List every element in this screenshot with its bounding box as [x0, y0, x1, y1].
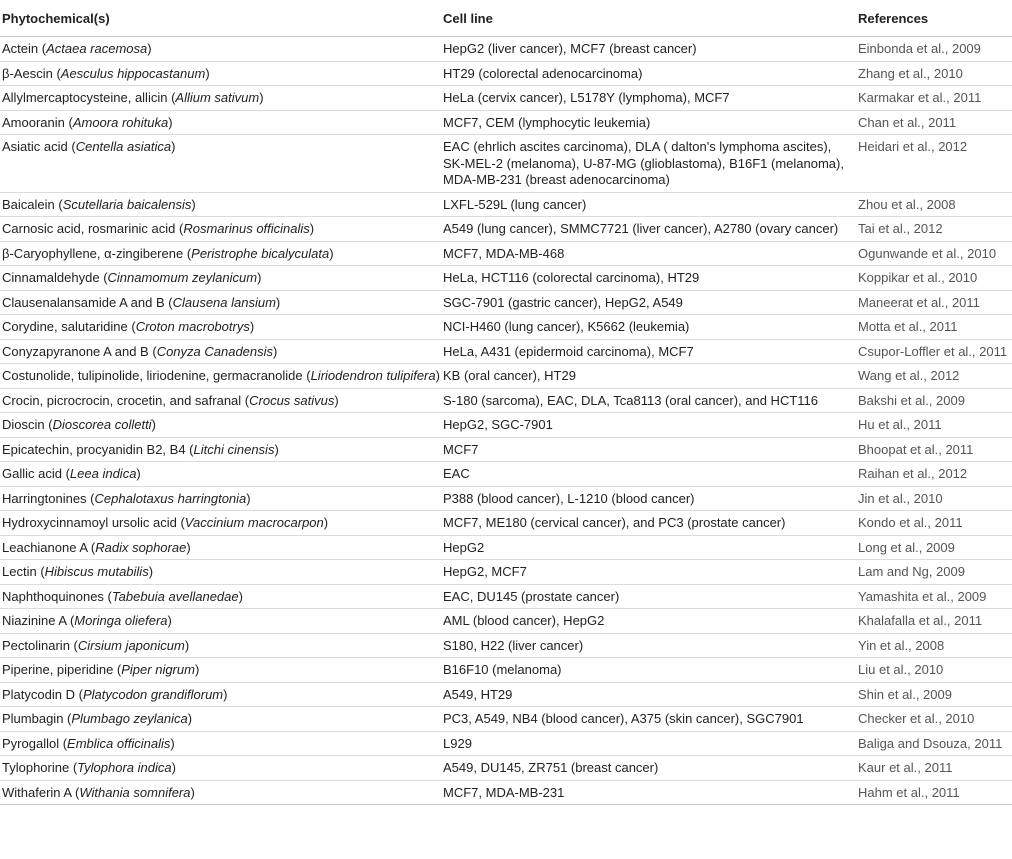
cell-line-cell: EAC (ehrlich ascites carcinoma), DLA ( dalton's lymphoma ascites), SK-MEL-2 (melanoma), U-87-MG (glioblastoma), B16F1 (melanoma), MDA-MB-231 (breast adenocarcinoma) [441, 135, 856, 193]
phytochemical-cell: Pyrogallol (Emblica officinalis) [0, 731, 441, 756]
compound-name: Naphthoquinones [2, 588, 104, 604]
table-row [0, 511, 1012, 536]
species-name: Allium sativum [175, 90, 260, 105]
table-row [0, 110, 1012, 135]
phytochemical-cell: Costunolide, tulipinolide, liriodenine, germacranolide (Liriodendron tulipifera) [0, 364, 441, 389]
table-row [0, 290, 1012, 315]
species-name: Dioscorea colletti [52, 417, 152, 432]
cell-line-cell: HeLa, A431 (epidermoid carcinoma), MCF7 [441, 339, 856, 364]
phytochemical-cell: Niazinine A (Moringa oliefera) [0, 609, 441, 634]
table-row [0, 315, 1012, 340]
compound-name: Tylophorine [2, 760, 70, 775]
reference-link[interactable]: Koppikar et al., 2010 [856, 266, 1012, 291]
reference-link[interactable]: Einbonda et al., 2009 [856, 37, 1012, 62]
species-name: Plumbago zeylanica [71, 711, 188, 726]
phytochemical-cell: Plumbagin (Plumbago zeylanica) [0, 707, 441, 732]
reference-link[interactable]: Baliga and Dsouza, 2011 [856, 731, 1012, 756]
table-row [0, 266, 1012, 291]
cell-line-cell: MCF7, CEM (lymphocytic leukemia) [441, 110, 856, 135]
reference-link[interactable]: Lam and Ng, 2009 [856, 560, 1012, 585]
compound-name: Carnosic acid, rosmarinic acid [2, 221, 176, 236]
species-name: Leea indica [69, 466, 137, 481]
compound-name: Crocin, picrocrocin, crocetin, and safranal [2, 392, 242, 408]
cell-line-cell: HepG2, MCF7 [441, 560, 856, 585]
phytochemical-cell: Allylmercaptocysteine, allicin (Allium sativum) [0, 86, 441, 111]
table-row [0, 217, 1012, 242]
reference-link[interactable]: Kaur et al., 2011 [856, 756, 1012, 781]
cell-line-cell: HeLa (cervix cancer), L5178Y (lymphoma), MCF7 [441, 86, 856, 111]
cell-line-cell: L929 [441, 731, 856, 756]
table-row [0, 192, 1012, 217]
reference-link[interactable]: Kondo et al., 2011 [856, 511, 1012, 536]
cell-line-cell: B16F10 (melanoma) [441, 658, 856, 683]
reference-link[interactable]: Csupor-Loffler et al., 2011 [856, 339, 1012, 364]
header-phytochemicals: Phytochemical(s) [0, 0, 441, 37]
species-name: Moringa oliefera [74, 613, 168, 628]
cell-line-cell: MCF7 [441, 437, 856, 462]
compound-name: Harringtonines [2, 490, 87, 506]
table-row [0, 413, 1012, 438]
phytochemical-cell: Corydine, salutaridine (Croton macrobotrys) [0, 315, 441, 340]
header-references: References [856, 0, 1012, 37]
cell-line-cell: MCF7, MDA-MB-468 [441, 241, 856, 266]
compound-name: Asiatic acid [2, 139, 68, 154]
reference-link[interactable]: Hu et al., 2011 [856, 413, 1012, 438]
reference-link[interactable]: Yin et al., 2008 [856, 633, 1012, 658]
cell-line-cell: HepG2 (liver cancer), MCF7 (breast cancer) [441, 37, 856, 62]
compound-name: Cinnamaldehyde [2, 270, 100, 285]
compound-name: Conyzapyranone A and B [2, 343, 149, 359]
phytochemical-cell: Platycodin D (Platycodon grandiflorum) [0, 682, 441, 707]
phytochemical-cell: Carnosic acid, rosmarinic acid (Rosmarinus officinalis) [0, 217, 441, 242]
species-name: Emblica officinalis [67, 735, 171, 751]
cell-line-cell: HT29 (colorectal adenocarcinoma) [441, 61, 856, 86]
table-row [0, 61, 1012, 86]
compound-name: Leachianone A [2, 539, 88, 555]
compound-name: Clausenalansamide A and B [2, 294, 165, 310]
species-name: Croton macrobotrys [135, 319, 250, 334]
cell-line-cell: SGC-7901 (gastric cancer), HepG2, A549 [441, 290, 856, 315]
species-name: Platycodon grandiflorum [82, 686, 224, 702]
reference-link[interactable]: Raihan et al., 2012 [856, 462, 1012, 487]
phytochemical-cell: Crocin, picrocrocin, crocetin, and safranal (Crocus sativus) [0, 388, 441, 413]
cell-line-cell: HepG2, SGC-7901 [441, 413, 856, 438]
reference-link[interactable]: Hahm et al., 2011 [856, 780, 1012, 805]
table-row [0, 560, 1012, 585]
cell-line-cell: S-180 (sarcoma), EAC, DLA, Tca8113 (oral cancer), and HCT116 [441, 388, 856, 413]
phytochemical-cell: Tylophorine (Tylophora indica) [0, 756, 441, 781]
cell-line-cell: A549 (lung cancer), SMMC7721 (liver cancer), A2780 (ovary cancer) [441, 217, 856, 242]
phytochemical-cell: Pectolinarin (Cirsium japonicum) [0, 633, 441, 658]
table-row [0, 609, 1012, 634]
compound-name: Plumbagin [2, 711, 64, 726]
species-name: Liriodendron tulipifera [310, 368, 436, 383]
species-name: Tylophora indica [77, 760, 172, 775]
cell-line-cell: MCF7, MDA-MB-231 [441, 780, 856, 805]
table-row [0, 682, 1012, 707]
compound-name: Piperine, piperidine [2, 662, 114, 677]
table-row [0, 584, 1012, 609]
phytochemical-cell: Harringtonines (Cephalotaxus harringtonia) [0, 486, 441, 511]
species-name: Actaea racemosa [46, 41, 148, 56]
cell-line-cell: EAC [441, 462, 856, 487]
phytochemical-cell: β-Caryophyllene, α-zingiberene (Peristrophe bicalyculata) [0, 241, 441, 266]
reference-link[interactable]: Tai et al., 2012 [856, 217, 1012, 242]
species-name: Clausena lansium [172, 294, 276, 310]
compound-name: Pyrogallol [2, 735, 60, 751]
compound-name: Epicatechin, procyanidin B2, B4 [2, 441, 186, 457]
species-name: Crocus sativus [249, 392, 335, 408]
cell-line-cell: AML (blood cancer), HepG2 [441, 609, 856, 634]
reference-link[interactable]: Long et al., 2009 [856, 535, 1012, 560]
compound-name: Corydine, salutaridine [2, 319, 128, 334]
compound-name: Lectin [2, 564, 37, 579]
cell-line-cell: NCI-H460 (lung cancer), K5662 (leukemia) [441, 315, 856, 340]
phytochemical-cell: Withaferin A (Withania somnifera) [0, 780, 441, 805]
species-name: Amoora rohituka [72, 114, 169, 130]
compound-name: Dioscin [2, 417, 45, 432]
table-row [0, 756, 1012, 781]
phytochemical-cell: Conyzapyranone A and B (Conyza Canadensis) [0, 339, 441, 364]
phytochemical-cell: Baicalein (Scutellaria baicalensis) [0, 192, 441, 217]
phytochemical-cell: Dioscin (Dioscorea colletti) [0, 413, 441, 438]
compound-name: Actein [2, 41, 39, 56]
species-name: Radix sophorae [95, 539, 187, 555]
compound-name: Pectolinarin [2, 637, 70, 653]
table-row [0, 486, 1012, 511]
reference-link[interactable]: Yamashita et al., 2009 [856, 584, 1012, 609]
table-row [0, 707, 1012, 732]
table-row [0, 780, 1012, 805]
cell-line-cell: LXFL-529L (lung cancer) [441, 192, 856, 217]
species-name: Scutellaria baicalensis [62, 196, 192, 212]
compound-name: Baicalein [2, 196, 55, 212]
table-row [0, 241, 1012, 266]
species-name: Tabebuia avellanedae [111, 588, 239, 604]
species-name: Hibiscus mutabilis [44, 564, 149, 579]
compound-name: Costunolide, tulipinolide, liriodenine, germacranolide [2, 368, 303, 383]
reference-link[interactable]: Wang et al., 2012 [856, 364, 1012, 389]
reference-link[interactable]: Zhang et al., 2010 [856, 61, 1012, 86]
table-row [0, 633, 1012, 658]
table-row [0, 135, 1012, 193]
reference-link[interactable]: Maneerat et al., 2011 [856, 290, 1012, 315]
table-row [0, 86, 1012, 111]
cell-line-cell: KB (oral cancer), HT29 [441, 364, 856, 389]
compound-name: Amooranin [2, 114, 65, 130]
cell-line-cell: A549, HT29 [441, 682, 856, 707]
phytochemical-cell: Hydroxycinnamoyl ursolic acid (Vaccinium macrocarpon) [0, 511, 441, 536]
species-name: Withania somnifera [79, 784, 191, 800]
reference-link[interactable]: Heidari et al., 2012 [856, 135, 1012, 193]
reference-link[interactable]: Liu et al., 2010 [856, 658, 1012, 683]
phytochemical-cell: Piperine, piperidine (Piper nigrum) [0, 658, 441, 683]
compound-name: β-Aescin [2, 65, 53, 81]
reference-link[interactable]: Jin et al., 2010 [856, 486, 1012, 511]
compound-name: Allylmercaptocysteine, allicin [2, 90, 168, 105]
table-row [0, 388, 1012, 413]
table-row [0, 535, 1012, 560]
header-cell-line: Cell line [441, 0, 856, 37]
phytochemical-cell: Amooranin (Amoora rohituka) [0, 110, 441, 135]
table-row [0, 37, 1012, 62]
phytochemical-cell: Lectin (Hibiscus mutabilis) [0, 560, 441, 585]
compound-name: Platycodin D [2, 686, 75, 702]
compound-name: β-Caryophyllene, α-zingiberene [2, 245, 184, 261]
species-name: Centella asiatica [75, 139, 172, 154]
table-row [0, 437, 1012, 462]
phytochemical-cell: Actein (Actaea racemosa) [0, 37, 441, 62]
header-row [0, 0, 1012, 37]
species-name: Cephalotaxus harringtonia [94, 490, 247, 506]
cell-line-cell: EAC, DU145 (prostate cancer) [441, 584, 856, 609]
table-row [0, 364, 1012, 389]
compound-name: Withaferin A [2, 784, 72, 800]
reference-link[interactable]: Checker et al., 2010 [856, 707, 1012, 732]
cell-line-cell: PC3, A549, NB4 (blood cancer), A375 (skin cancer), SGC7901 [441, 707, 856, 732]
reference-link[interactable]: Motta et al., 2011 [856, 315, 1012, 340]
compound-name: Gallic acid [2, 466, 62, 481]
cell-line-cell: HepG2 [441, 535, 856, 560]
cell-line-cell: HeLa, HCT116 (colorectal carcinoma), HT29 [441, 266, 856, 291]
phytochemical-cell: Leachianone A (Radix sophorae) [0, 535, 441, 560]
compound-name: Hydroxycinnamoyl ursolic acid [2, 515, 177, 530]
phytochemical-cell: Gallic acid (Leea indica) [0, 462, 441, 487]
table-row [0, 462, 1012, 487]
cell-line-cell: P388 (blood cancer), L-1210 (blood cancer) [441, 486, 856, 511]
cell-line-cell: S180, H22 (liver cancer) [441, 633, 856, 658]
phytochemical-cell: Cinnamaldehyde (Cinnamomum zeylanicum) [0, 266, 441, 291]
reference-link[interactable]: Bhoopat et al., 2011 [856, 437, 1012, 462]
phytochemical-cell: Naphthoquinones (Tabebuia avellanedae) [0, 584, 441, 609]
cell-line-cell: MCF7, ME180 (cervical cancer), and PC3 (prostate cancer) [441, 511, 856, 536]
compound-name: Niazinine A [2, 613, 67, 628]
reference-link[interactable]: Shin et al., 2009 [856, 682, 1012, 707]
species-name: Vaccinium macrocarpon [184, 515, 324, 530]
species-name: Litchi cinensis [193, 441, 275, 457]
reference-link[interactable]: Zhou et al., 2008 [856, 192, 1012, 217]
reference-link[interactable]: Karmakar et al., 2011 [856, 86, 1012, 111]
table-row [0, 658, 1012, 683]
reference-link[interactable]: Chan et al., 2011 [856, 110, 1012, 135]
cell-line-cell: A549, DU145, ZR751 (breast cancer) [441, 756, 856, 781]
phytochemical-cell: β-Aescin (Aesculus hippocastanum) [0, 61, 441, 86]
reference-link[interactable]: Ogunwande et al., 2010 [856, 241, 1012, 266]
species-name: Rosmarinus officinalis [183, 221, 310, 236]
species-name: Cirsium japonicum [77, 637, 185, 653]
species-name: Cinnamomum zeylanicum [107, 270, 258, 285]
reference-link[interactable]: Khalafalla et al., 2011 [856, 609, 1012, 634]
reference-link[interactable]: Bakshi et al., 2009 [856, 388, 1012, 413]
species-name: Conyza Canadensis [156, 343, 274, 359]
phytochemical-cell: Clausenalansamide A and B (Clausena lansium) [0, 290, 441, 315]
species-name: Peristrophe bicalyculata [191, 245, 330, 261]
table-row [0, 731, 1012, 756]
table-row [0, 339, 1012, 364]
phytochemical-cell: Asiatic acid (Centella asiatica) [0, 135, 441, 193]
species-name: Piper nigrum [121, 662, 195, 677]
phytochemical-cell: Epicatechin, procyanidin B2, B4 (Litchi cinensis) [0, 437, 441, 462]
species-name: Aesculus hippocastanum [60, 65, 206, 81]
